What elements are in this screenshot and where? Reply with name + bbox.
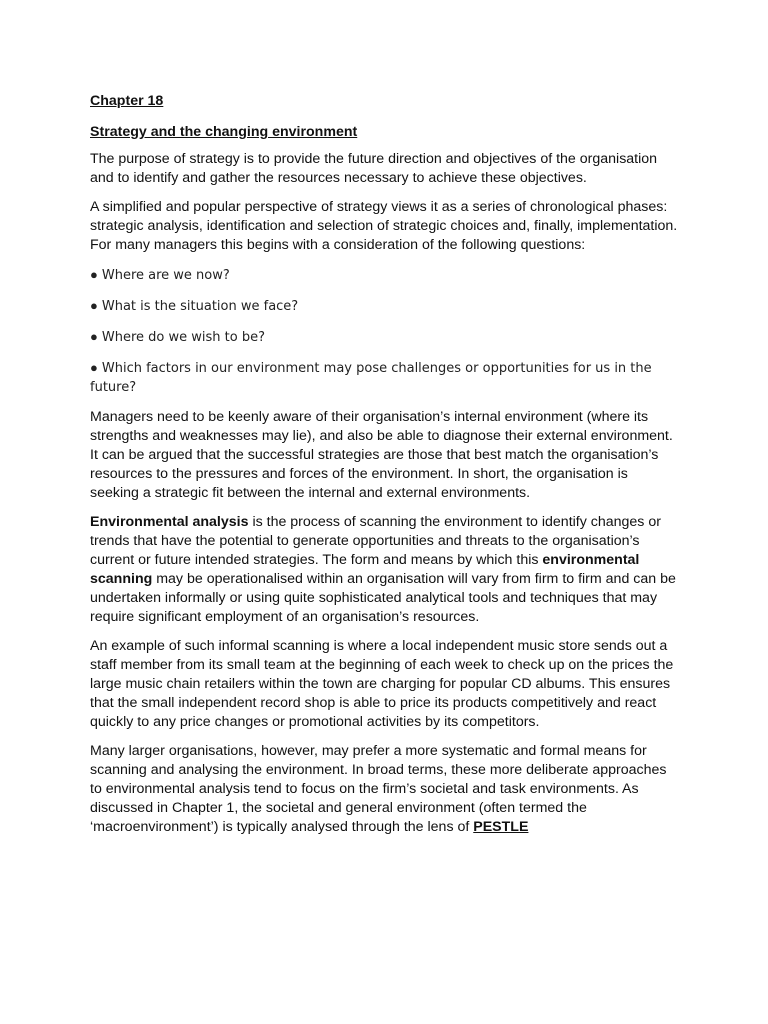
- paragraph-perspective: A simplified and popular perspective of strategy views it as a series of chronological phases: strategic analysis, identification and selection of strategic choices and, finally, implementation. For many managers this begins with a consideration of the following questions:: [90, 199, 678, 253]
- list-item: ● Where are we now?: [90, 267, 230, 283]
- paragraph-purpose: The purpose of strategy is to provide the future direction and objectives of the organisation and to identify and gather the resources necessary to achieve these objectives.: [90, 151, 658, 186]
- section-title: Strategy and the changing environment: [90, 124, 358, 140]
- term-environmental-analysis: Environmental analysis: [90, 514, 249, 530]
- bullet-icon: ●: [90, 329, 98, 344]
- paragraph-environmental-analysis: Environmental analysis is the process of scanning the environment to identify changes or trends that have the potential to generate opportunities and threats to the organisation’s current or future intended strategies. The form and means by which this environmental scanning may be operationalised within an organisation will vary from firm to firm and can be undertaken informally or using quite sophisticated analytical tools and techniques that may require significant employment of an organisation’s resources.: [90, 514, 676, 625]
- question-list: [90, 265, 680, 397]
- term-environmental-scanning: environmental scanning: [90, 552, 640, 587]
- paragraph-larger-organisations: Many larger organisations, however, may prefer a more systematic and formal means for scanning and analysing the environment. In broad terms, these more deliberate approaches to environmental analysis tend to focus on the firm’s societal and task environments. As discussed in Chapter 1, the societal and general environment (often termed the ‘macroenvironment’) is typically analysed through the lens of PESTLE: [90, 743, 667, 835]
- paragraph-informal-scanning: An example of such informal scanning is where a local independent music store sends out a staff member from its small team at the beginning of each week to check up on the prices the large music chain retailers within the town are charging for popular CD albums. This ensures that the small independent record shop is able to price its products competitively and react quickly to any price changes or promotional activities by its competitors.: [90, 638, 674, 730]
- document-page: [90, 92, 680, 847]
- bullet-icon: ●: [90, 360, 98, 375]
- bullet-icon: ●: [90, 298, 98, 313]
- list-item: ● Where do we wish to be?: [90, 329, 265, 345]
- list-item: ● Which factors in our environment may pose challenges or opportunities for us in the future?: [90, 360, 652, 395]
- bullet-icon: ●: [90, 267, 98, 282]
- list-item: ● What is the situation we face?: [90, 298, 299, 314]
- chapter-heading: Chapter 18: [90, 93, 164, 109]
- paragraph-managers: Managers need to be keenly aware of their organisation’s internal environment (where its strengths and weaknesses may lie), and also be able to diagnose their external environment. It can be argued that the successful strategies are those that best match the organisation’s resources to the pressures and forces of the environment. In short, the organisation is seeking a strategic fit between the internal and external environments.: [90, 409, 673, 501]
- term-pestle: PESTLE: [473, 819, 529, 835]
